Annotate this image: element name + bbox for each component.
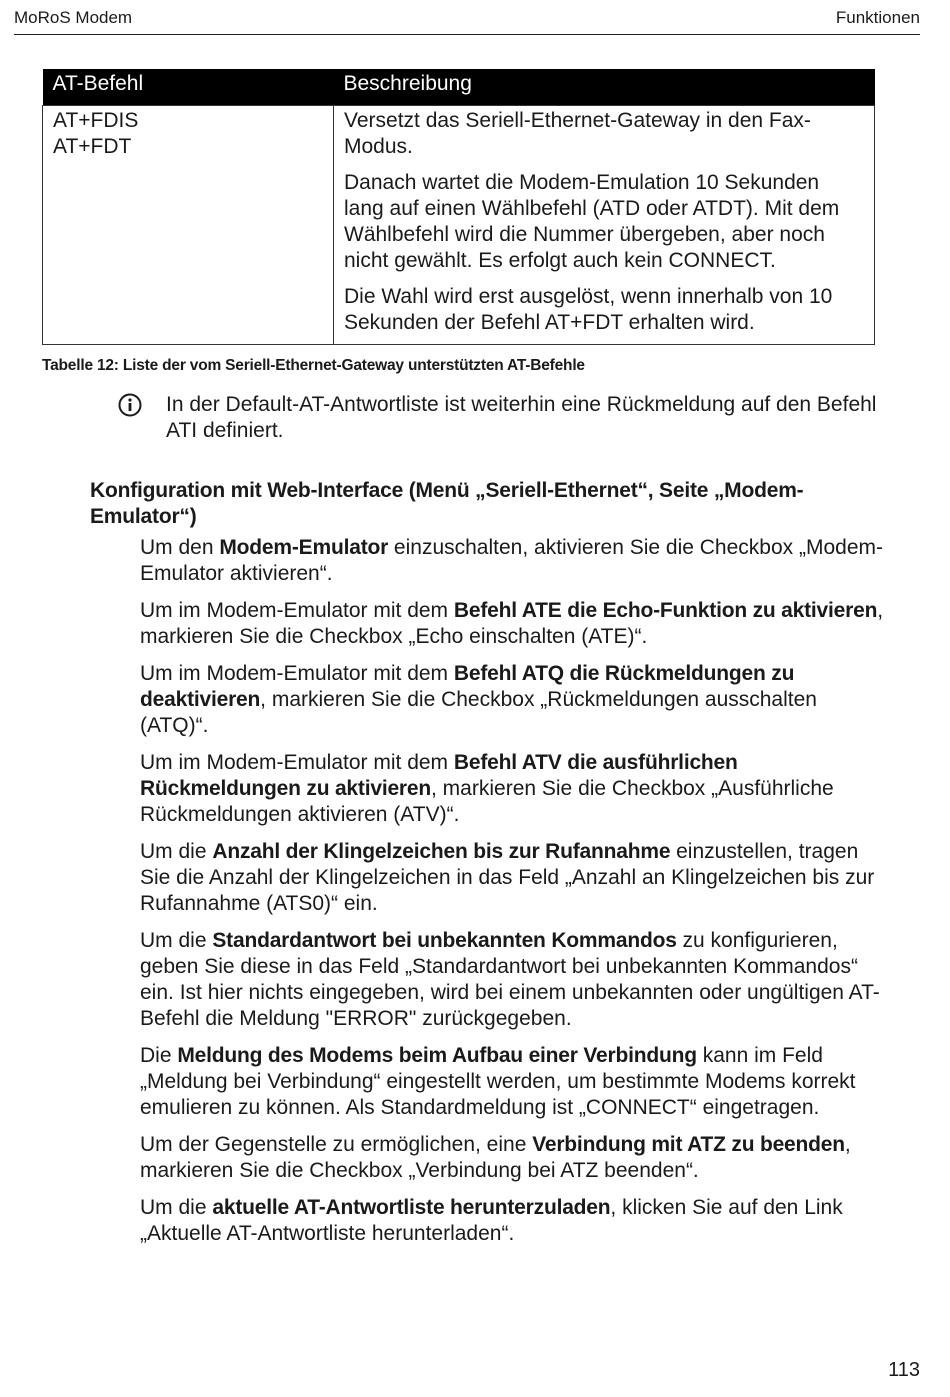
body-paragraph: Um der Gegenstelle zu ermöglichen, eine Verbindung mit ATZ zu beenden, markieren Sie die Checkbox „Verbindung bei ATZ beenden“.	[140, 1133, 851, 1182]
table-caption: Tabelle 12: Liste der vom Seriell-Ethernet-Gateway unterstützten AT-Befehle	[42, 357, 585, 374]
description-paragraph: Versetzt das Seriell-Ethernet-Gateway in den Fax-Modus.	[344, 109, 811, 158]
column-header-command: AT-Befehl	[43, 69, 334, 106]
header-product: MoRoS Modem	[14, 8, 133, 27]
command-name: AT+FDIS	[53, 109, 139, 132]
at-command-table	[42, 69, 875, 345]
info-note	[118, 392, 888, 444]
description-paragraph: Danach wartet die Modem-Emulation 10 Sekunden lang auf einen Wählbefehl (ATD oder ATDT). Mit dem Wählbefehl wird die Nummer übergeben, aber noch nicht gewählt. Es erfolgt auch kein CONNECT.	[344, 171, 840, 272]
body-paragraph: Um im Modem-Emulator mit dem Befehl ATE die Echo-Funktion zu aktivieren, markieren Sie die Checkbox „Echo einschalten (ATE)“.	[140, 599, 884, 648]
header-chapter: Funktionen	[835, 8, 920, 27]
page-number: 113	[888, 1359, 920, 1381]
body-paragraph: Um die Anzahl der Klingelzeichen bis zur Rufannahme einzustellen, tragen Sie die Anzahl der Klingelzeichen in das Feld „Anzahl an Klingelzeichen bis zur Rufannahme (ATS0)“ ein.	[140, 840, 875, 915]
body-paragraph: Um im Modem-Emulator mit dem Befehl ATV die ausführlichen Rückmeldungen zu aktivieren, markieren Sie die Checkbox „Ausführliche Rückmeldungen aktivieren (ATV)“.	[140, 751, 834, 826]
description-cell	[334, 106, 875, 345]
body-paragraph: Um im Modem-Emulator mit dem Befehl ATQ die Rückmeldungen zu deaktivieren, markieren Sie die Checkbox „Rückmeldungen ausschalten (ATQ)“.	[140, 662, 817, 737]
info-icon	[118, 393, 142, 417]
command-cell	[43, 106, 334, 345]
body-paragraph: Um den Modem-Emulator einzuschalten, aktivieren Sie die Checkbox „Modem-Emulator aktivieren“.	[140, 536, 883, 585]
section-body	[140, 535, 885, 1258]
note-text: In der Default-AT-Antwortliste ist weiterhin eine Rückmeldung auf den Befehl ATI definiert.	[166, 393, 877, 442]
description-paragraph: Die Wahl wird erst ausgelöst, wenn innerhalb von 10 Sekunden der Befehl AT+FDT erhalten wird.	[344, 285, 833, 334]
command-name: AT+FDT	[53, 135, 132, 158]
body-paragraph: Die Meldung des Modems beim Aufbau einer Verbindung kann im Feld „Meldung bei Verbindung“ eingestellt werden, um bestimmte Modems korrekt emulieren zu können. Als Standardmeldung ist „CONNECT“ eingetragen.	[140, 1044, 856, 1119]
page-header	[14, 6, 920, 35]
body-paragraph: Um die Standardantwort bei unbekannten Kommandos zu konfigurieren, geben Sie diese in das Feld „Standardantwort bei unbekannten Kommandos“ ein. Ist hier nichts eingegeben, wird bei einem unbekannten oder ungültigen AT-Befehl die Meldung "ERROR" zurückgegeben.	[140, 929, 880, 1030]
section-heading: Konfiguration mit Web-Interface (Menü „Seriell-Ethernet“, Seite „Modem-Emulator“)	[90, 479, 804, 528]
column-header-description: Beschreibung	[334, 69, 875, 106]
table-row	[43, 106, 875, 345]
body-paragraph: Um die aktuelle AT-Antwortliste herunterzuladen, klicken Sie auf den Link „Aktuelle AT-Antwortliste herunterladen“.	[140, 1196, 843, 1245]
table-header-row	[43, 69, 875, 106]
